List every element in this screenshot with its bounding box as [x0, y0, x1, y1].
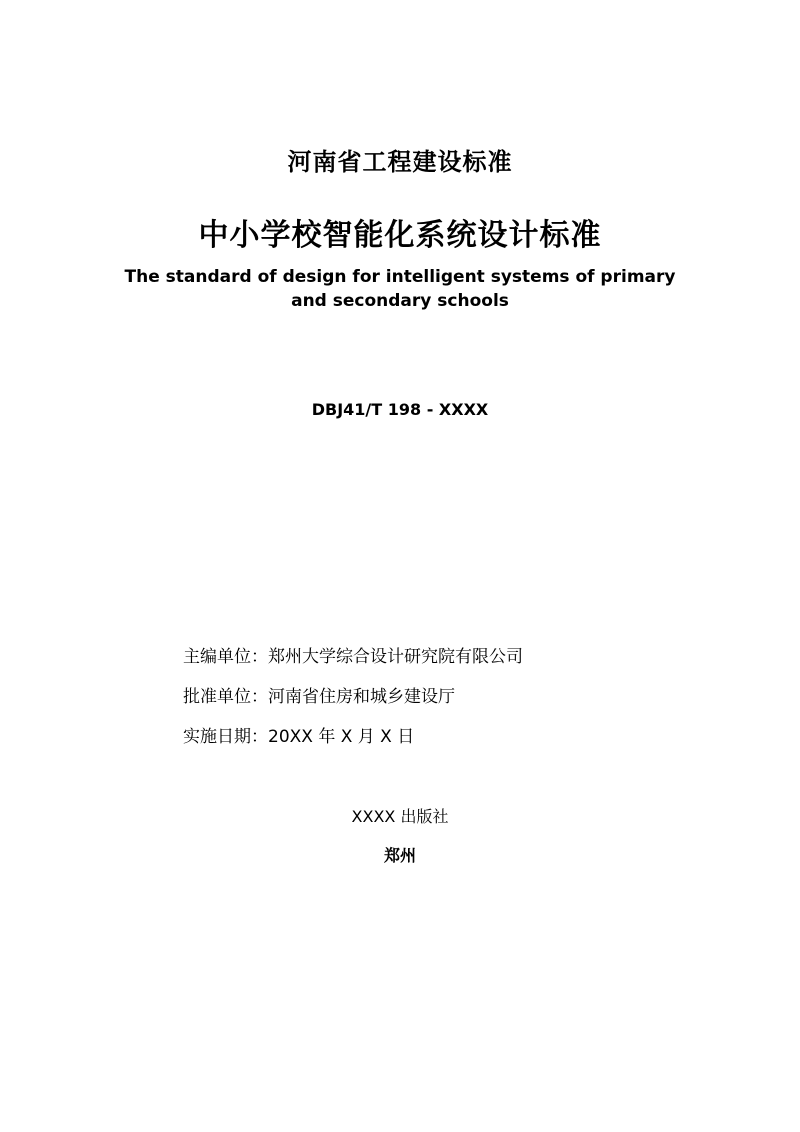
editor-unit: 主编单位：郑州大学综合设计研究院有限公司: [183, 647, 523, 667]
chinese-title: 中小学校智能化系统设计标准: [198, 218, 602, 253]
provincial-standard-heading: 河南省工程建设标准: [287, 148, 513, 176]
english-title-line-2: and secondary schools: [291, 291, 509, 311]
english-title: [0, 265, 800, 313]
publisher: XXXX 出版社: [351, 807, 449, 826]
effective-date: 实施日期：20XX 年 X 月 X 日: [183, 727, 415, 747]
english-title-line-1: The standard of design for intelligent systems of primary: [124, 267, 676, 287]
standard-code: DBJ41/T 198 - XXXX: [311, 400, 489, 419]
approver-unit: 批准单位：河南省住房和城乡建设厅: [183, 687, 455, 707]
publisher-city: 郑州: [383, 846, 416, 865]
